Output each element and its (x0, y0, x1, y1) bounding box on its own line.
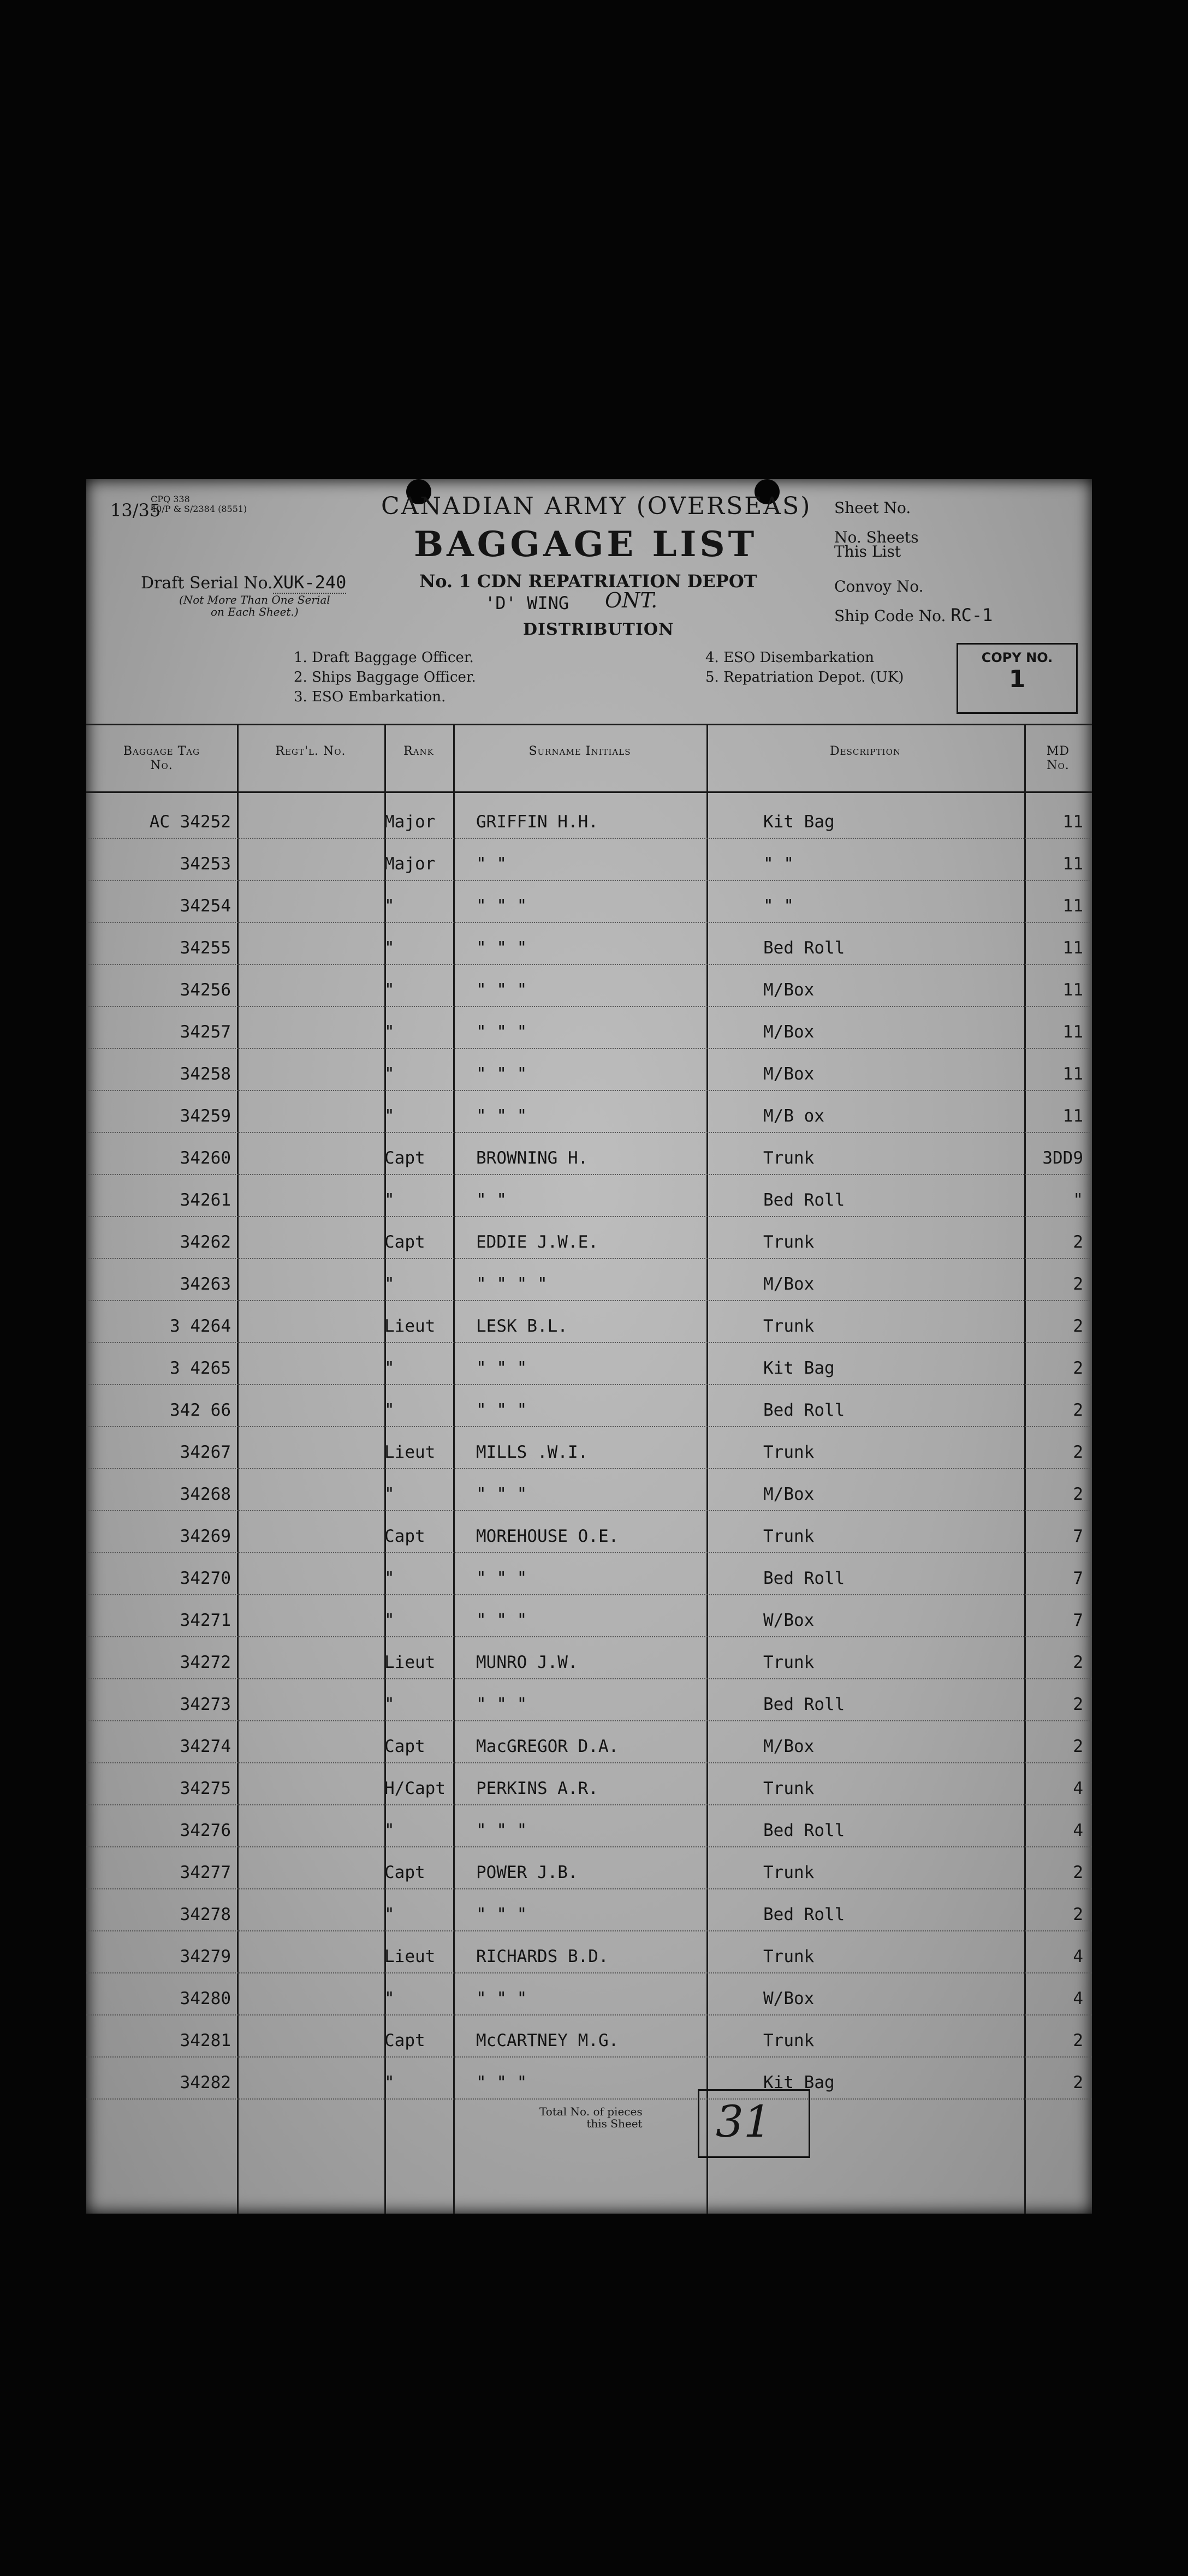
md-no-cell: 7 (1073, 1526, 1083, 1546)
md-no-cell: 2 (1073, 2031, 1083, 2050)
description-cell: M/Box (763, 1737, 815, 1756)
surname-cell: " " " (476, 1064, 527, 1084)
table-row (86, 1636, 1092, 1679)
md-no-cell: 2 (1073, 1232, 1083, 1252)
description-cell: " " (763, 854, 794, 874)
rank-cell: " (384, 980, 395, 1000)
copy-number-value: 1 (1008, 665, 1026, 693)
rank-cell: Capt (384, 1526, 425, 1546)
description-cell: Bed Roll (763, 938, 845, 958)
baggage-tag-cell: 34259 (180, 1106, 231, 1126)
header-rank: Rank (403, 744, 434, 758)
description-cell: M/Box (763, 980, 815, 1000)
md-no-cell: 11 (1062, 938, 1083, 958)
rank-cell: " (384, 1400, 395, 1420)
table-row (86, 2056, 1092, 2100)
description-cell: Bed Roll (763, 1400, 845, 1420)
rank-cell: " (384, 1611, 395, 1630)
rank-cell: " (384, 1484, 395, 1504)
md-no-cell: 2 (1073, 1905, 1083, 1924)
baggage-tag-cell: 34280 (180, 1989, 231, 2008)
rank-cell: " (384, 938, 395, 958)
rank-cell: Capt (384, 2031, 425, 2050)
baggage-tag-cell: 34260 (180, 1148, 231, 1168)
surname-cell: " " " (476, 980, 527, 1000)
rank-cell: " (384, 1989, 395, 2008)
surname-cell: " " " (476, 1400, 527, 1420)
draft-serial: Draft Serial No.XUK-240 (141, 572, 347, 593)
table-row (86, 838, 1092, 881)
total-label: Total No. of pieces this Sheet (539, 2105, 643, 2130)
surname-cell: " " " (476, 1484, 527, 1504)
description-cell: Trunk (763, 2031, 815, 2050)
md-no-cell: 2 (1073, 1274, 1083, 1294)
baggage-tag-cell: 34268 (180, 1484, 231, 1504)
surname-cell: " " " (476, 896, 527, 916)
surname-cell: EDDIE J.W.E. (476, 1232, 598, 1252)
md-no-cell: 4 (1073, 1821, 1083, 1840)
md-no-cell: 2 (1073, 1484, 1083, 1504)
md-no-cell: 2 (1073, 1695, 1083, 1714)
header-surname: Surname Initials (528, 744, 631, 758)
md-no-cell: 4 (1073, 1779, 1083, 1798)
baggage-tag-cell: 34258 (180, 1064, 231, 1084)
surname-cell: PERKINS A.R. (476, 1779, 598, 1798)
description-cell: Trunk (763, 1947, 815, 1966)
baggage-tag-cell: 34271 (180, 1611, 231, 1630)
md-no-cell: 2 (1073, 1863, 1083, 1882)
description-cell: Trunk (763, 1316, 815, 1336)
rank-cell: " (384, 1106, 395, 1126)
baggage-tag-cell: 34270 (180, 1569, 231, 1588)
baggage-tag-cell: 34267 (180, 1442, 231, 1462)
rank-cell: " (384, 896, 395, 916)
rank-cell: " (384, 2073, 395, 2092)
rank-cell: Capt (384, 1863, 425, 1882)
surname-cell: " " " (476, 1106, 527, 1126)
md-no-cell: 2 (1073, 1400, 1083, 1420)
md-no-cell: " (1073, 1190, 1083, 1210)
form-code: 13/35 (110, 500, 161, 521)
description-cell: Trunk (763, 1653, 815, 1672)
table-row (86, 1006, 1092, 1049)
surname-cell: POWER J.B. (476, 1863, 578, 1882)
distribution-item: 4. ESO Disembarkation (705, 649, 874, 666)
table-row (86, 1384, 1092, 1427)
wing-handwritten: ONT. (605, 588, 658, 612)
surname-cell: GRIFFIN H.H. (476, 812, 598, 832)
table-row (86, 1510, 1092, 1553)
baggage-tag-cell: 34282 (180, 2073, 231, 2092)
surname-cell: " " (476, 1190, 507, 1210)
table-row (86, 1468, 1092, 1511)
md-no-cell: 2 (1073, 1358, 1083, 1378)
md-no-cell: 7 (1073, 1611, 1083, 1630)
md-no-cell: 2 (1073, 1653, 1083, 1672)
total-pieces-value: 31 (716, 2096, 771, 2147)
surname-cell: BROWNING H. (476, 1148, 589, 1168)
surname-cell: MacGREGOR D.A. (476, 1737, 619, 1756)
rank-cell: Lieut (384, 1316, 436, 1336)
surname-cell: MILLS .W.I. (476, 1442, 589, 1462)
rank-cell: " (384, 1905, 395, 1924)
table-row (86, 1594, 1092, 1637)
table-row (86, 1174, 1092, 1217)
surname-cell: " " " " (476, 1274, 548, 1294)
md-no-cell: 11 (1062, 1022, 1083, 1042)
draft-serial-note: (Not More Than One Serial on Each Sheet.) (179, 593, 330, 618)
table-row (86, 1930, 1092, 1973)
description-cell: M/Box (763, 1484, 815, 1504)
table-row (86, 796, 1092, 839)
table-row (86, 1846, 1092, 1889)
rank-cell: Major (384, 812, 436, 832)
baggage-tag-cell: 34262 (180, 1232, 231, 1252)
ship-code-value: RC-1 (951, 605, 993, 625)
table-row (86, 1426, 1092, 1469)
table-row (86, 1888, 1092, 1931)
rank-cell: Lieut (384, 1947, 436, 1966)
baggage-tag-cell: 34275 (180, 1779, 231, 1798)
ship-code: Ship Code No. RC-1 (834, 605, 993, 625)
md-no-cell: 11 (1062, 980, 1083, 1000)
md-no-cell: 11 (1062, 812, 1083, 832)
baggage-tag-cell: 34269 (180, 1526, 231, 1546)
header-regtl-no: Regt'l. No. (275, 744, 346, 758)
description-cell: M/B ox (763, 1106, 824, 1126)
header-baggage-tag: Baggage Tag No. (123, 744, 200, 772)
table-row (86, 964, 1092, 1007)
table-row (86, 1258, 1092, 1301)
md-no-cell: 11 (1062, 1106, 1083, 1126)
md-no-cell: 4 (1073, 1947, 1083, 1966)
md-no-cell: 7 (1073, 1569, 1083, 1588)
baggage-tag-cell: 34276 (180, 1821, 231, 1840)
md-no-cell: 3DD9 (1042, 1148, 1083, 1168)
description-cell: Bed Roll (763, 1569, 845, 1588)
depot-name: No. 1 CDN REPATRIATION DEPOT (419, 571, 757, 592)
table-row (86, 922, 1092, 965)
rank-cell: " (384, 1358, 395, 1378)
form-title-organization: CANADIAN ARMY (OVERSEAS) (381, 492, 812, 520)
description-cell: M/Box (763, 1274, 815, 1294)
distribution-heading: DISTRIBUTION (523, 620, 674, 639)
surname-cell: " " (476, 854, 507, 874)
baggage-tag-cell: 34279 (180, 1947, 231, 1966)
md-no-cell: 4 (1073, 1989, 1083, 2008)
surname-cell: " " " (476, 2073, 527, 2092)
table-row (86, 1720, 1092, 1763)
description-cell: Kit Bag (763, 1358, 835, 1378)
baggage-tag-cell: 34277 (180, 1863, 231, 1882)
baggage-tag-cell: 34263 (180, 1274, 231, 1294)
rank-cell: Major (384, 854, 436, 874)
rank-cell: Lieut (384, 1442, 436, 1462)
md-no-cell: 2 (1073, 1442, 1083, 1462)
surname-cell: RICHARDS B.D. (476, 1947, 609, 1966)
description-cell: Trunk (763, 1779, 815, 1798)
convoy-no-label: Convoy No. (834, 577, 924, 595)
surname-cell: " " " (476, 1569, 527, 1588)
md-no-cell: 11 (1062, 896, 1083, 916)
table-row (86, 1552, 1092, 1595)
baggage-tag-cell: 34261 (180, 1190, 231, 1210)
table-row (86, 2014, 1092, 2058)
md-no-cell: 11 (1062, 1064, 1083, 1084)
baggage-tag-cell: 342 66 (170, 1400, 231, 1420)
total-pieces-box (698, 2089, 810, 2158)
description-cell: Bed Roll (763, 1905, 845, 1924)
baggage-tag-cell: 34255 (180, 938, 231, 958)
header-md-no: MD No. (1046, 744, 1070, 772)
baggage-tag-cell: 34272 (180, 1653, 231, 1672)
description-cell: Bed Roll (763, 1695, 845, 1714)
surname-cell: " " " (476, 1611, 527, 1630)
distribution-item: 3. ESO Embarkation. (294, 689, 446, 705)
description-cell: Bed Roll (763, 1190, 845, 1210)
table-row (86, 1132, 1092, 1175)
surname-cell: " " " (476, 1905, 527, 1924)
description-cell: Kit Bag (763, 812, 835, 832)
copy-number-box (957, 643, 1078, 714)
description-cell: Kit Bag (763, 2073, 835, 2092)
surname-cell: MOREHOUSE O.E. (476, 1526, 619, 1546)
draft-serial-value: XUK-240 (272, 572, 347, 593)
distribution-item: 5. Repatriation Depot. (UK) (705, 669, 904, 685)
surname-cell: " " " (476, 1821, 527, 1840)
description-cell: W/Box (763, 1989, 815, 2008)
rank-cell: " (384, 1569, 395, 1588)
baggage-tag-cell: AC 34252 (149, 812, 231, 832)
baggage-tag-cell: 34274 (180, 1737, 231, 1756)
surname-cell: LESK B.L. (476, 1316, 568, 1336)
rank-cell: " (384, 1695, 395, 1714)
rank-cell: Capt (384, 1232, 425, 1252)
table-row (86, 1678, 1092, 1721)
surname-cell: " " " (476, 1022, 527, 1042)
table-row (86, 1804, 1092, 1847)
baggage-tag-cell: 34273 (180, 1695, 231, 1714)
rank-cell: Capt (384, 1148, 425, 1168)
table-row (86, 1300, 1092, 1343)
rank-cell: Lieut (384, 1653, 436, 1672)
baggage-tag-cell: 34257 (180, 1022, 231, 1042)
table-row (86, 1762, 1092, 1805)
description-cell: M/Box (763, 1022, 815, 1042)
surname-cell: " " " (476, 938, 527, 958)
table-row (86, 1216, 1092, 1259)
description-cell: Trunk (763, 1442, 815, 1462)
description-cell: Trunk (763, 1526, 815, 1546)
rank-cell: " (384, 1064, 395, 1084)
surname-cell: MUNRO J.W. (476, 1653, 578, 1672)
md-no-cell: 2 (1073, 2073, 1083, 2092)
table-row (86, 1048, 1092, 1091)
rank-cell: H/Capt (384, 1779, 445, 1798)
description-cell: Trunk (763, 1232, 815, 1252)
description-cell: Trunk (763, 1863, 815, 1882)
description-cell: W/Box (763, 1611, 815, 1630)
description-cell: " " (763, 896, 794, 916)
baggage-list-sheet (86, 479, 1092, 2214)
rank-cell: Capt (384, 1737, 425, 1756)
md-no-cell: 2 (1073, 1737, 1083, 1756)
sheets-this-list: No. Sheets This List (834, 528, 919, 560)
rank-cell: " (384, 1274, 395, 1294)
baggage-tag-cell: 3 4265 (170, 1358, 231, 1378)
copy-number-label: COPY NO. (981, 650, 1053, 665)
md-no-cell: 11 (1062, 854, 1083, 874)
baggage-tag-cell: 3 4264 (170, 1316, 231, 1336)
form-code-small: CPQ 338 40/P & S/2384 (8551) (151, 494, 247, 514)
sheet-no-label: Sheet No. (834, 499, 911, 517)
table-row (86, 1972, 1092, 2016)
surname-cell: " " " (476, 1358, 527, 1378)
baggage-tag-cell: 34254 (180, 896, 231, 916)
surname-cell: " " " (476, 1695, 527, 1714)
baggage-tag-cell: 34256 (180, 980, 231, 1000)
table-row (86, 880, 1092, 923)
surname-cell: McCARTNEY M.G. (476, 2031, 619, 2050)
table-row (86, 1342, 1092, 1385)
md-no-cell: 2 (1073, 1316, 1083, 1336)
rank-cell: " (384, 1821, 395, 1840)
surname-cell: " " " (476, 1989, 527, 2008)
baggage-tag-cell: 34253 (180, 854, 231, 874)
rank-cell: " (384, 1022, 395, 1042)
distribution-item: 2. Ships Baggage Officer. (294, 669, 476, 685)
wing-name: 'D' WING (485, 593, 569, 613)
rank-cell: " (384, 1190, 395, 1210)
description-cell: Bed Roll (763, 1821, 845, 1840)
baggage-tag-cell: 34281 (180, 2031, 231, 2050)
baggage-tag-cell: 34278 (180, 1905, 231, 1924)
table-row (86, 1090, 1092, 1133)
header-description: Description (829, 744, 901, 758)
description-cell: Trunk (763, 1148, 815, 1168)
description-cell: M/Box (763, 1064, 815, 1084)
distribution-item: 1. Draft Baggage Officer. (294, 649, 474, 666)
form-title: BAGGAGE LIST (414, 524, 758, 565)
